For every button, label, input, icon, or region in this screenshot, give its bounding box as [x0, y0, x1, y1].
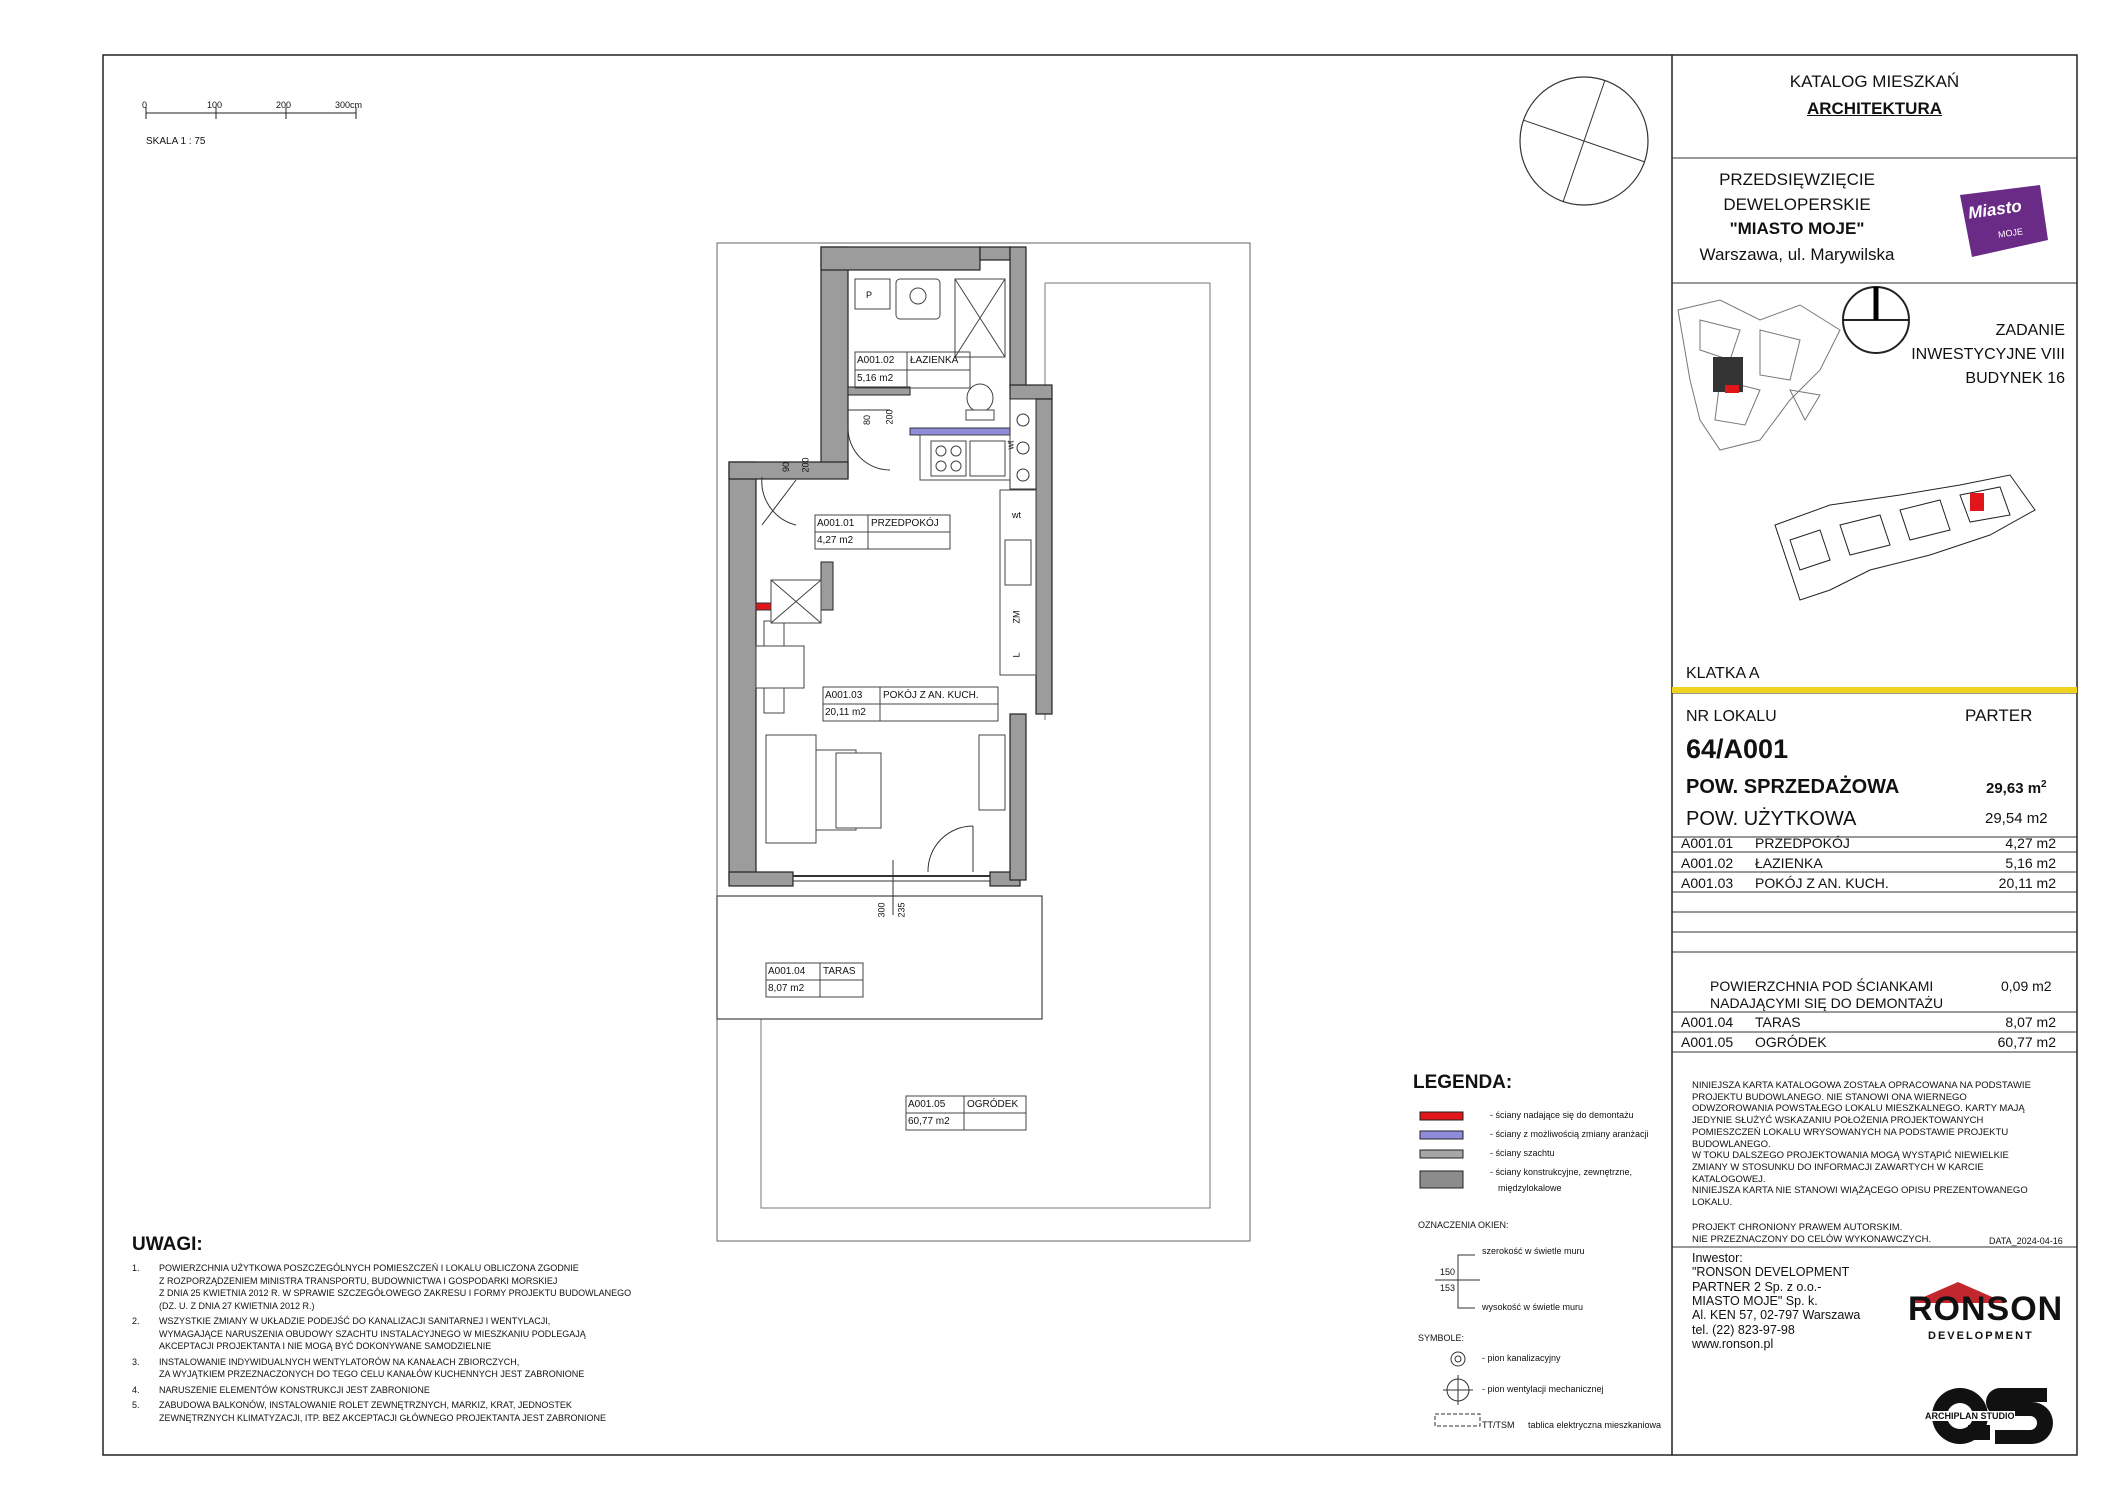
investor-line: MIASTO MOJE" Sp. k. [1692, 1293, 1818, 1308]
project-name: "MIASTO MOJE" [1729, 219, 1865, 238]
fixture-label: ZM [1011, 610, 1022, 624]
legend-item: - ściany z możliwością zmiany aranżacji [1490, 1129, 1649, 1139]
room-code: A001.02 [857, 355, 895, 366]
unit-number-label: NR LOKALU [1686, 708, 1777, 725]
area-name: TARAS [1755, 1014, 1801, 1030]
date-stamp: DATA_2024-04-16 [1989, 1236, 2063, 1246]
area-name: POKÓJ Z AN. KUCH. [1755, 875, 1889, 891]
sales-area-value: 29,63 $m^2$ [1986, 779, 2047, 797]
note-number: 3. [132, 1356, 140, 1367]
legend-item-cont: międzylokalowe [1498, 1183, 1562, 1193]
legend-item: - ściany szachtu [1490, 1148, 1555, 1158]
area-code: A001.01 [1681, 835, 1734, 851]
wall-area-label: NADAJĄCYMI SIĘ DO DEMONTAŻU [1710, 995, 1944, 1011]
note-line: ZABUDOWA BALKONÓW, INSTALOWANIE ROLET ZEWNĘTRZNYCH, MARKIZ, KRAT, JEDNOSTEK [159, 1400, 572, 1410]
room-name: OGRÓDEK [967, 1099, 1019, 1110]
area-code: A001.05 [1681, 1034, 1734, 1050]
qs-logo-text [1915, 1363, 1950, 1391]
room-name: ŁAZIENKA [910, 355, 959, 366]
fixture-label: L [1011, 652, 1022, 658]
note-line: AKCEPTACJI PROJEKTANTA I NIE MOGĄ BYĆ DOKONYWANE SAMODZIELNIE [159, 1341, 492, 1351]
area-row [1672, 833, 2077, 853]
wall-area-value: 0,09 m2 [2001, 978, 2052, 994]
fixture-label: wt [1005, 440, 1016, 450]
note-line: (DZ. U. Z DNIA 27 KWIETNIA 2012 R.) [159, 1300, 315, 1311]
scale-tick-0: 0 [142, 100, 148, 110]
usable-area-value: 29,54 m2 [1985, 810, 2048, 827]
note-line: ZA WYJĄTKIEM PRZEZNACZONYCH DO TEGO CELU KANAŁÓW KUCHENNYCH JEST ZABRONIONE [159, 1369, 585, 1379]
area-code: A001.02 [1681, 855, 1734, 871]
disclaimer-line: LOKALU. [1692, 1197, 1733, 1208]
building-plan [1775, 475, 2035, 600]
symbol-panel-code: TT/TSM [1482, 1420, 1515, 1430]
fixture-label: wt [1012, 510, 1021, 520]
symbol-icons [1435, 1352, 1480, 1426]
site-compass [1843, 287, 1909, 353]
room-area: 5,16 m2 [857, 373, 894, 384]
area-area: 60,77 m2 [1997, 1034, 2056, 1050]
investor-line: Inwestor: [1692, 1251, 1743, 1265]
investor-line: www.ronson.pl [1692, 1336, 1774, 1351]
notes-title: UWAGI: [132, 1234, 203, 1255]
area-area: 20,11 m2 [1998, 875, 2056, 891]
miasto-logo-text: Miasto [1966, 196, 2023, 223]
area-row [1672, 1012, 2077, 1032]
area-area: 5,16 m2 [2005, 855, 2056, 871]
window-symbol [1435, 1255, 1480, 1308]
symbol-sewer: - pion kanalizacyjny [1482, 1353, 1561, 1363]
area-row [1672, 853, 2077, 873]
site-map [1678, 300, 1840, 450]
note-number: 5. [132, 1400, 140, 1410]
area-area: 8,07 m2 [2005, 1014, 2056, 1030]
room-name: PRZEDPOKÓJ [871, 518, 939, 529]
area-name: ŁAZIENKA [1755, 855, 1823, 871]
ronson-logo-sub: DEVELOPMENT [1928, 1330, 2034, 1342]
staircase-label: KLATKA A [1686, 665, 1760, 682]
disclaimer-line: POMIESZCZEŃ LOKALU WRYSOWANYCH NA PODSTAWIE PROJEKTU [1692, 1126, 2009, 1138]
room-area: 4,27 m2 [817, 535, 854, 546]
note-line: Z DNIA 25 KWIETNIA 2012 R. W SPRAWIE SZCZEGÓŁOWEGO ZAKRESU I FORMY PROJEKTU BUDOWLANEGO [159, 1288, 632, 1298]
task-building: BUDYNEK 16 [1965, 370, 2065, 387]
windows-title: OZNACZENIA OKIEN: [1418, 1220, 1509, 1230]
note-line: ZEWNĘTRZNYCH KLIMATYZACJI, ITP. BEZ AKCEPTACJI GŁÓWNEGO PROJEKTANTA JEST ZABRONIONE [159, 1412, 607, 1423]
scale-tick-200: 200 [276, 100, 292, 110]
disclaimer-line: ZMIANY W STOSUNKU DO INFORMACJI ZAWARTYCH W KARCIE [1692, 1161, 1984, 1173]
note-line: INSTALOWANIE INDYWIDUALNYCH WENTYLATORÓW NA KANAŁACH ZBIORCZYCH, [159, 1356, 520, 1367]
bathroom-fixtures [855, 279, 1005, 420]
studio-name: ARCHIPLAN STUDIO [1925, 1411, 2015, 1421]
window-width-val: 150 [1440, 1267, 1456, 1277]
note-line: POWIERZCHNIA UŻYTKOWA POSZCZEGÓLNYCH POMIESZCZEŃ I LOKALU OBLICZONA ZGODNIE [159, 1263, 579, 1273]
legend-swatches [1420, 1112, 1463, 1188]
task-line: INWESTYCYJNE VIII [1911, 346, 2065, 363]
dim-label: 200 [800, 457, 811, 473]
room-code: A001.03 [825, 690, 863, 701]
scale-label: SKALA 1 : 75 [146, 136, 206, 147]
note-line: Z ROZPORZĄDZENIEM MINISTRA TRANSPORTU, BUDOWNICTWA I GOSPODARKI MORSKIEJ [159, 1275, 558, 1286]
room-name: POKÓJ Z AN. KUCH. [883, 690, 979, 701]
note-number: 4. [132, 1384, 140, 1395]
room-code: A001.01 [817, 518, 855, 529]
disclaimer-line: BUDOWLANEGO. [1692, 1138, 1771, 1150]
room-area: 60,77 m2 [908, 1116, 950, 1127]
floor-label: PARTER [1965, 706, 2033, 725]
symbol-ventilation: - pion wentylacji mechanicznej [1482, 1384, 1604, 1394]
area-name: OGRÓDEK [1755, 1034, 1827, 1050]
area-code: A001.04 [1681, 1014, 1734, 1030]
ronson-logo: RONSON [1908, 1290, 2064, 1328]
fixture-label: P [866, 290, 873, 300]
note-number: 1. [132, 1263, 140, 1273]
task-line: ZADANIE [1995, 322, 2065, 339]
disclaimer-line: NINIEJSZA KARTA NIE STANOWI WIĄŻĄCEGO OPISU PREZENTOWANEGO [1692, 1185, 2028, 1197]
copyright-line: NIE PRZEZNACZONY DO CELÓW WYKONAWCZYCH. [1692, 1233, 1932, 1245]
room-area: 8,07 m2 [768, 983, 805, 994]
note-line: WSZYSTKIE ZMIANY W UKŁADZIE PODEJŚĆ DO KANALIZACJI SANITARNEJ I WENTYLACJI, [159, 1316, 551, 1326]
sales-area-label: POW. SPRZEDAŻOWA [1686, 776, 1900, 798]
investor-line: "RONSON DEVELOPMENT [1692, 1265, 1850, 1280]
disclaimer-line: W TOKU DALSZEGO PROJEKTOWANIA MOGĄ WYSTĄPIĆ NIEWIELKIE [1692, 1150, 2009, 1162]
area-name: PRZEDPOKÓJ [1755, 835, 1850, 851]
catalog-title: KATALOG MIESZKAŃ [1789, 72, 1960, 91]
disclaimer-line: KATALOGOWEJ. [1692, 1173, 1766, 1185]
scale-tick-100: 100 [207, 100, 223, 110]
unit-location-marker [1970, 493, 1984, 511]
window-width-label: szerokość w świetle muru [1482, 1246, 1585, 1256]
investor-line: Al. KEN 57, 02-797 Warszawa [1692, 1308, 1861, 1323]
moje-logo-text: MOJE [1997, 226, 2024, 240]
symbols-title: SYMBOLE: [1418, 1333, 1465, 1343]
usable-area-label: POW. UŻYTKOWA [1686, 808, 1857, 830]
room-code: A001.05 [908, 1099, 946, 1110]
symbol-panel: tablica elektryczna mieszkaniowa [1528, 1420, 1662, 1430]
room-area: 20,11 m2 [825, 707, 866, 718]
area-code: A001.03 [1681, 875, 1734, 891]
area-row [1672, 873, 2077, 893]
architecture-title: ARCHITEKTURA [1806, 99, 1943, 118]
project-line: PRZEDSIĘWZIĘCIE [1719, 170, 1875, 189]
north-compass [1520, 77, 1648, 205]
disclaimer-line: NINIEJSZA KARTA KATALOGOWA ZOSTAŁA OPRACOWANA NA PODSTAWIE [1692, 1080, 2031, 1091]
room-code: A001.04 [768, 966, 806, 977]
rearrangeable-wall [910, 428, 1010, 435]
note-line: WYMAGAJĄCE NARUSZENIA OBUDOWY SZACHTU INSTALACYJNEGO W MIESZKANIU PODLEGAJĄ [159, 1328, 586, 1339]
legend-item: - ściany nadające się do demontażu [1490, 1110, 1634, 1120]
area-row [1672, 1032, 2077, 1052]
room-name: TARAS [823, 966, 856, 977]
wall-area-label: POWIERZCHNIA POD ŚCIANKAMI [1710, 978, 1934, 994]
dim-label: 300 [876, 902, 887, 918]
disclaimer-line: JEDYNIE SŁUŻYĆ WSKAZANIU POŁOŻENIA PROJEKTOWANYCH [1692, 1115, 1984, 1127]
legend-item: - ściany konstrukcyjne, zewnętrzne, [1490, 1167, 1633, 1177]
area-area: 4,27 m2 [2005, 835, 2056, 851]
dim-label: 90 [781, 461, 792, 473]
window-height-val: 153 [1440, 1283, 1456, 1293]
copyright-line: PROJEKT CHRONIONY PRAWEM AUTORSKIM. [1692, 1222, 1903, 1233]
disclaimer-line: ODWZOROWANIA POWSTAŁEGO LOKALU MIESZKALNEGO. KARTY MAJĄ [1692, 1103, 2025, 1115]
dim-label: 80 [862, 414, 873, 426]
scale-bar [146, 107, 356, 119]
window-height-label: wysokość w świetle muru [1482, 1302, 1584, 1312]
investor-line: PARTNER 2 Sp. z o.o.- [1692, 1279, 1822, 1294]
dim-label: 235 [896, 902, 907, 918]
project-address: Warszawa, ul. Marywilska [1699, 245, 1895, 264]
note-line: NARUSZENIE ELEMENTÓW KONSTRUKCJI JEST ZABRONIONE [159, 1384, 430, 1395]
yellow-band [1672, 687, 2077, 693]
note-number: 2. [132, 1316, 140, 1326]
scale-tick-300: 300cm [335, 100, 363, 110]
legend-title: LEGENDA: [1413, 1072, 1513, 1093]
dim-label: 200 [884, 409, 895, 425]
investor-line: tel. (22) 823-97-98 [1692, 1322, 1795, 1337]
disclaimer-line: PROJEKTU BUDOWLANEGO. NIE STANOWI ONA WIERNEGO [1692, 1091, 1967, 1103]
unit-number: 64/A001 [1686, 734, 1789, 764]
project-line: DEWELOPERSKIE [1723, 195, 1871, 214]
